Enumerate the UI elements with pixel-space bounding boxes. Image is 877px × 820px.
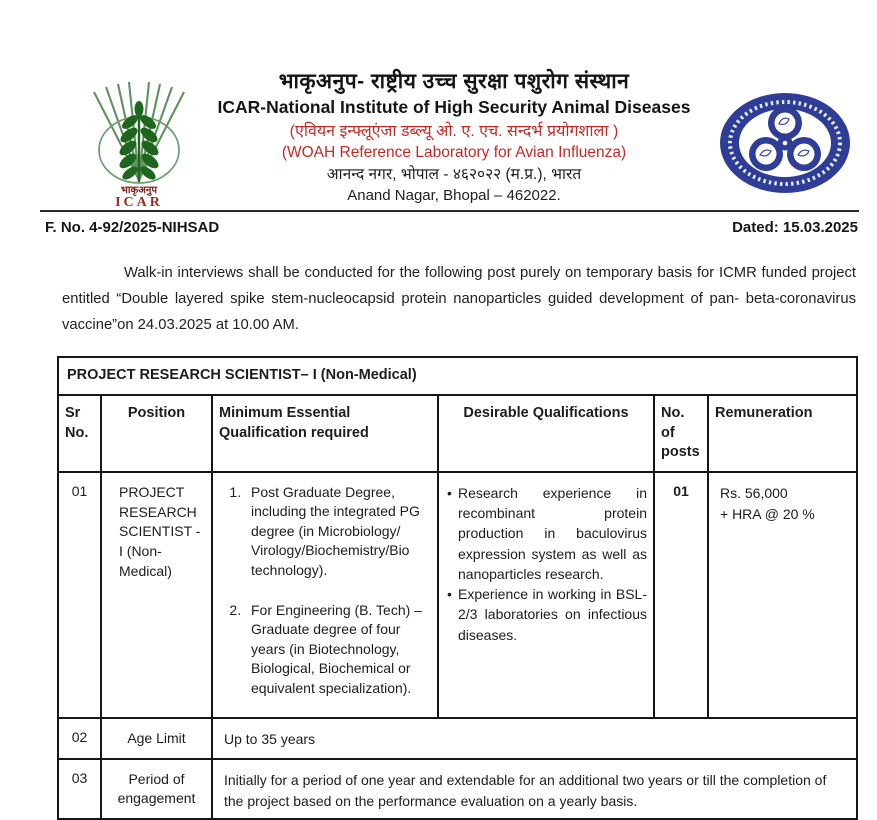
reference-lab-english: (WOAH Reference Laboratory for Avian Influenza) xyxy=(281,144,627,162)
icar-logo xyxy=(82,82,198,208)
intro-paragraph: Walk-in interviews shall be conducted for the following post purely on temporary basis for ICMR funded project entitled “Double layered spike stem-nucleocapsid protein nanoparticles guided development of pan- beta-coronavirus vaccine”on 24.03.2025 at 10.00 AM. xyxy=(62,265,856,333)
min-qualification-list xyxy=(221,483,433,699)
col-header-min-qualification: Minimum Essential Qualification required xyxy=(212,395,438,472)
min-qualification-item: 2. For Engineering (B. Tech) – Graduate degree of four years (in Biotechnology, Biological, Biochemical or equivalent specialization). xyxy=(245,601,433,699)
col-header-desirable-qualifications: Desirable Qualifications xyxy=(438,395,654,472)
nihsad-seal xyxy=(714,90,856,196)
cell-remuneration xyxy=(708,472,857,718)
desirable-qualification-item: • Research experience in recombinant protein production in baculovirus expression system as well as nanoparticles research. xyxy=(447,483,647,584)
cell-position: PROJECT RESEARCH SCIENTIST - I (Non-Medical) xyxy=(101,472,212,718)
col-header-sr-no: Sr No. xyxy=(58,395,101,472)
letterhead-text xyxy=(208,68,700,206)
remuneration-amount: Rs. 56,000 xyxy=(720,484,788,501)
address-hindi: आनन्द नगर, भोपाल - ४६२०२२ (म.प्र.), भारत xyxy=(326,166,582,184)
icar-logo-caption: ICAR xyxy=(115,195,163,208)
table-row-position-details xyxy=(58,472,857,718)
table-header-row xyxy=(58,395,857,472)
cell-sr-number: 02 xyxy=(58,718,101,759)
cell-age-limit-value: Up to 35 years xyxy=(212,718,857,759)
table-title-row xyxy=(58,357,857,395)
cell-period-value: Initially for a period of one year and extendable for an additional two years or till the completion of the project based on the performance evaluation on a yearly basis. xyxy=(212,759,857,819)
min-qualification-item: 1. Post Graduate Degree, including the integrated PG degree (in Microbiology/ Virology/Biochemistry/Bio technology). xyxy=(245,483,433,581)
divider-line xyxy=(40,210,859,212)
cell-sr-number: 01 xyxy=(58,472,101,718)
institute-name-english: ICAR-National Institute of High Security Animal Diseases xyxy=(217,97,691,118)
desirable-qualification-list xyxy=(447,483,647,645)
meta-row xyxy=(45,219,858,236)
col-header-position: Position xyxy=(101,395,212,472)
icar-logo-hindi-caption: भाकृअनुप xyxy=(120,185,158,196)
file-number: F. No. 4-92/2025-NIHSAD xyxy=(45,219,220,236)
table-row-period-of-engagement xyxy=(58,759,857,819)
cell-sr-number: 03 xyxy=(58,759,101,819)
dated-label: Dated: 15.03.2025 xyxy=(732,219,858,236)
institute-name-hindi: भाकृअनुप- राष्ट्रीय उच्च सुरक्षा पशुरोग संस्थान xyxy=(278,70,630,93)
table-row-age-limit xyxy=(58,718,857,759)
cell-minimum-qualification xyxy=(212,472,438,718)
cell-desirable-qualifications xyxy=(438,472,654,718)
icar-wheat-emblem-icon xyxy=(82,82,198,208)
cell-no-of-posts: 01 xyxy=(654,472,708,718)
col-header-remuneration: Remuneration xyxy=(708,395,857,472)
desirable-qualification-item: • Experience in working in BSL-2/3 laboratories on infectious diseases. xyxy=(447,584,647,645)
col-header-no-of-posts: No. of posts xyxy=(654,395,708,472)
table-title: PROJECT RESEARCH SCIENTIST– I (Non-Medical) xyxy=(58,357,857,395)
address-english: Anand Nagar, Bhopal – 462022. xyxy=(347,187,561,205)
reference-lab-hindi: (एवियन इन्फ्लूएंजा डब्ल्यू ओ. ए. एच. सन्दर्भ प्रयोगशाला ) xyxy=(289,123,619,141)
nihsad-biohazard-seal-icon xyxy=(714,90,856,196)
vacancy-table xyxy=(57,356,858,820)
remuneration-hra: + HRA @ 20 % xyxy=(720,505,815,522)
cell-age-limit-label: Age Limit xyxy=(101,718,212,759)
cell-period-label: Period of engagement xyxy=(101,759,212,819)
letterhead xyxy=(0,0,877,210)
